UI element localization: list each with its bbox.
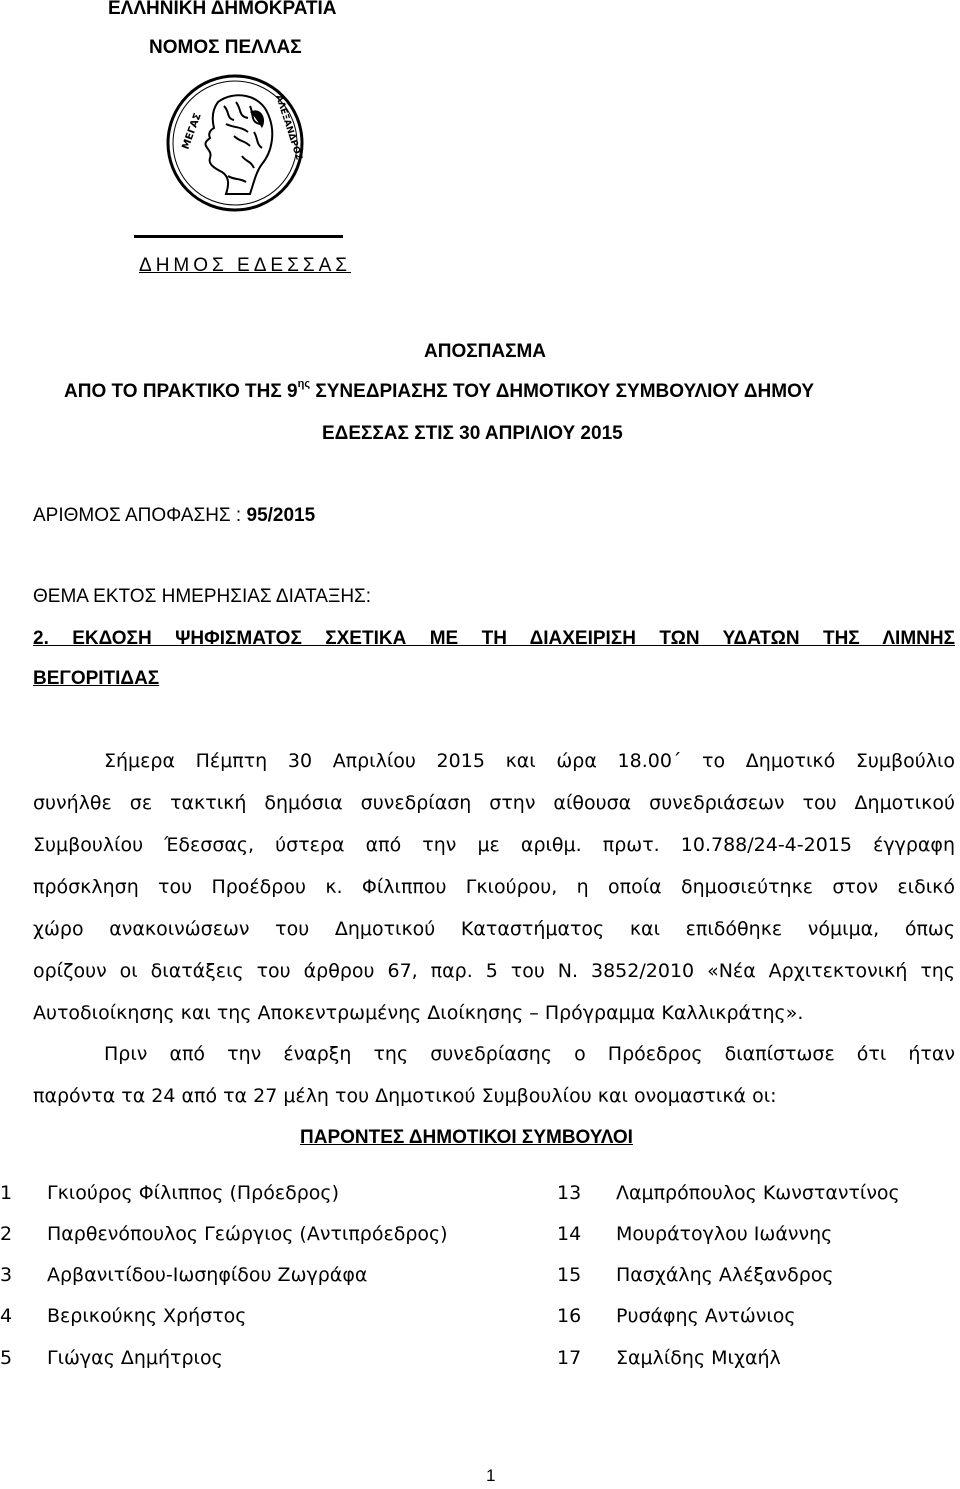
member-number: 4 [0,1305,13,1327]
member-number: 15 [557,1264,582,1286]
member-number: 3 [0,1264,13,1286]
alexander-coin-logo [164,72,306,214]
member-number: 16 [557,1305,582,1327]
body-line: χώρο ανακοινώσεων του Δημοτικού Καταστήματος και επιδόθηκε νόμιμα, όπως [33,918,955,940]
body-line: παρόντα τα 24 από τα 27 μέλη του Δημοτικού Συμβουλίου και ονομαστικά οι: [33,1085,777,1107]
member-number: 1 [0,1182,13,1204]
header-divider [134,235,343,238]
member-number: 17 [557,1347,582,1369]
body-line: Πριν από την έναρξη της συνεδρίασης ο Πρόεδρος διαπίστωσε ότι ήταν [104,1043,955,1065]
municipality-heading: ΔΗΜΟΣ ΕΔΕΣΣΑΣ [139,255,351,276]
body-line: Σήμερα Πέμπτη 30 Απριλίου 2015 και ώρα 18.00΄ το Δημοτικό Συμβούλιο [104,750,955,772]
minutes-title-line1: ΑΠΟ ΤΟ ΠΡΑΚΤΙΚΟ ΤΗΣ $9^{\eta\varsigma}$ ΣΥΝΕΔΡΙΑΣΗΣ ΤΟΥ ΔΗΜΟΤΙΚΟΥ ΣΥΜΒΟΥΛΙΟΥ ΔΗΜΟΥ [64,378,815,402]
coin-inscription-left: ΜΕΓΑΣ [180,111,204,152]
member-name: Αρβανιτίδου-Ιωσηφίδου Ζωγράφα [47,1264,368,1286]
subject-line2: ΒΕΓΟΡΙΤΙΔΑΣ [33,668,160,689]
member-name: Ρυσάφης Αντώνιος [616,1305,796,1327]
member-name: Σαμλίδης Μιχαήλ [616,1347,781,1369]
minutes-title-line2: ΕΔΕΣΣΑΣ ΣΤΙΣ 30 ΑΠΡΙΛΙΟΥ 2015 [322,423,623,444]
member-name: Πασχάλης Αλέξανδρος [616,1264,834,1286]
member-number: 5 [0,1347,13,1369]
member-number: 2 [0,1223,13,1245]
subject-label: ΘΕΜΑ ΕΚΤΟΣ ΗΜΕΡΗΣΙΑΣ ΔΙΑΤΑΞΗΣ: [33,586,372,607]
coin-emblem-icon [164,72,306,214]
member-number: 14 [557,1223,582,1245]
present-councillors-heading: ΠΑΡΟΝΤΕΣ ΔΗΜΟΤΙΚΟΙ ΣΥΜΒΟΥΛΟΙ [300,1127,633,1148]
coin-inscription-right: ΑΛΕΞΑΝΔΡΟΣ [273,93,304,162]
member-name: Μουράτογλου Ιωάννης [616,1223,833,1245]
body-line: πρόσκληση του Προέδρου κ. Φίλιππου Γκιούρου, η οποία δημοσιεύτηκε στον ειδικό [33,876,955,898]
body-line: ορίζουν οι διατάξεις του άρθρου 67, παρ. 5 του Ν. 3852/2010 «Νέα Αρχιτεκτονική της [33,960,955,982]
excerpt-title: ΑΠΟΣΠΑΣΜΑ [424,341,547,362]
member-name: Βερικούκης Χρήστος [47,1305,247,1327]
body-line: συνήλθε σε τακτική δημόσια συνεδρίαση στην αίθουσα συνεδριάσεων του Δημοτικού [33,792,955,814]
subject-line1: 2. ΕΚΔΟΣΗ ΨΗΦΙΣΜΑΤΟΣ ΣΧΕΤΙΚΑ ΜΕ ΤΗ ΔΙΑΧΕΙΡΙΣΗ ΤΩΝ ΥΔΑΤΩΝ ΤΗΣ ΛΙΜΝΗΣ [33,628,955,649]
member-name: Παρθενόπουλος Γεώργιος (Αντιπρόεδρος) [47,1223,448,1245]
republic-heading: ΕΛΛΗΝΙΚΗ ΔΗΜΟΚΡΑΤΙΑ [108,0,337,19]
body-line: Αυτοδιοίκησης και της Αποκεντρωμένης Διοίκησης – Πρόγραμμα Καλλικράτης». [33,1002,804,1024]
member-number: 13 [557,1182,582,1204]
member-name: Λαμπρόπουλος Κωνσταντίνος [616,1182,900,1204]
page-number: 1 [486,1466,496,1485]
prefecture-heading: ΝΟΜΟΣ ΠΕΛΛΑΣ [149,37,302,58]
decision-number: ΑΡΙΘΜΟΣ ΑΠΟΦΑΣΗΣ : 95/2015 [33,505,316,526]
body-line: Συμβουλίου Έδεσσας, ύστερα από την με αριθμ. πρωτ. 10.788/24-4-2015 έγγραφη [33,834,955,856]
member-name: Γκιούρος Φίλιππος (Πρόεδρος) [47,1182,339,1204]
member-name: Γιώγας Δημήτριος [47,1347,223,1369]
